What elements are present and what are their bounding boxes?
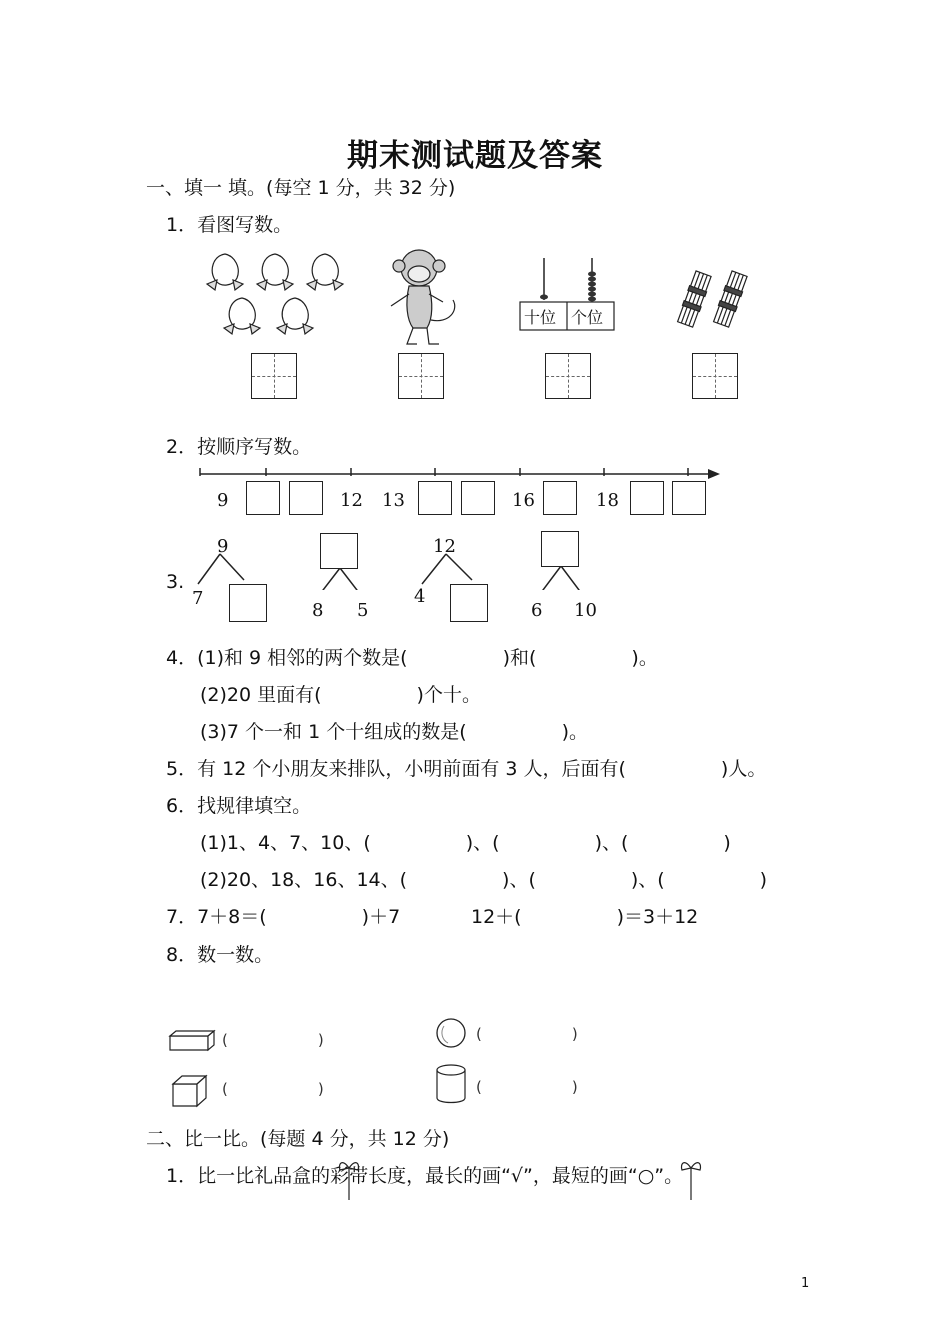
- number-line-9: 9: [217, 490, 229, 511]
- number-line-blank-3[interactable]: [418, 481, 452, 515]
- cylinder-count-blank[interactable]: ( ): [476, 1078, 578, 1096]
- page-number: 1: [801, 1276, 810, 1291]
- number-line-18: 18: [596, 490, 619, 511]
- section-2-heading: 二、比一比。(每题 4 分，共 12 分): [146, 1128, 450, 1150]
- abacus-tens-label: 十位: [524, 308, 557, 327]
- cube-count-blank[interactable]: ( ): [222, 1080, 324, 1098]
- tree-1-top: 9: [217, 536, 229, 557]
- gift-ribbon-icon: [334, 1148, 364, 1200]
- q8-label: 8．数一数。: [166, 944, 274, 966]
- tree-1-left: 7: [192, 588, 204, 609]
- number-line-blank-6[interactable]: [630, 481, 664, 515]
- number-line-13: 13: [382, 490, 405, 511]
- section-1-heading: 一、填一 填。(每空 1 分，共 32 分): [146, 177, 456, 199]
- q6-line-1: (1)1、4、7、10、( )、( )、( ): [200, 832, 731, 854]
- q3-label: 3.: [166, 571, 185, 593]
- section-2-q1: 1．比一比礼品盒的彩带长度，最长的画“√”，最短的画“○”。: [166, 1165, 684, 1187]
- q5-text: 5．有 12 个小朋友来排队，小明前面有 3 人，后面有( )人。: [166, 758, 767, 780]
- cuboid-count-blank[interactable]: ( ): [222, 1031, 324, 1049]
- sphere-icon: [434, 1016, 468, 1050]
- gift-ribbon-icon: [676, 1148, 706, 1200]
- abacus-ones-label: 个位: [571, 308, 604, 327]
- number-line-blank-4[interactable]: [461, 481, 495, 515]
- tree-2-right: 5: [357, 600, 369, 621]
- sphere-count-blank[interactable]: ( ): [476, 1025, 578, 1043]
- answer-box-peaches[interactable]: [251, 353, 297, 399]
- number-line-blank-7[interactable]: [672, 481, 706, 515]
- tree-3-blank[interactable]: [450, 584, 488, 622]
- number-line-blank-2[interactable]: [289, 481, 323, 515]
- cube-icon: [170, 1074, 210, 1108]
- tree-2-blank[interactable]: [320, 533, 358, 569]
- q4-line-2: (2)20 里面有( )个十。: [200, 684, 481, 706]
- q7-part-2: 12＋( )＝3＋12: [471, 906, 699, 928]
- tree-2-left: 8: [312, 600, 324, 621]
- peaches-illustration: [198, 248, 358, 342]
- q4-line-1: 4．(1)和 9 相邻的两个数是( )和( )。: [166, 647, 658, 669]
- tree-3-left: 4: [414, 586, 426, 607]
- cuboid-icon: [168, 1028, 216, 1052]
- q4-line-3: (3)7 个一和 1 个十组成的数是( )。: [200, 721, 589, 743]
- number-line-16: 16: [512, 490, 535, 511]
- tree-1-blank[interactable]: [229, 584, 267, 622]
- stick-bundles-illustration: [676, 270, 752, 330]
- q2-label: 2．按顺序写数。: [166, 436, 312, 458]
- tree-4-left: 6: [531, 600, 543, 621]
- q7-part-1: 7．7＋8＝( )＋7: [166, 906, 401, 928]
- tree-4-right: 10: [574, 600, 597, 621]
- answer-box-abacus[interactable]: [545, 353, 591, 399]
- number-line-12: 12: [340, 490, 363, 511]
- answer-box-monkey[interactable]: [398, 353, 444, 399]
- cylinder-icon: [434, 1062, 468, 1106]
- answer-box-sticks[interactable]: [692, 353, 738, 399]
- number-line-blank-5[interactable]: [543, 481, 577, 515]
- monkey-illustration: [383, 244, 465, 348]
- number-line-blank-1[interactable]: [246, 481, 280, 515]
- tree-4-blank[interactable]: [541, 531, 579, 567]
- tree-3-top: 12: [433, 536, 456, 557]
- page-title: 期末测试题及答案: [347, 138, 603, 174]
- q1-label: 1．看图写数。: [166, 214, 293, 236]
- q6-label: 6．找规律填空。: [166, 795, 312, 817]
- q6-line-2: (2)20、18、16、14、( )、( )、( ): [200, 869, 768, 891]
